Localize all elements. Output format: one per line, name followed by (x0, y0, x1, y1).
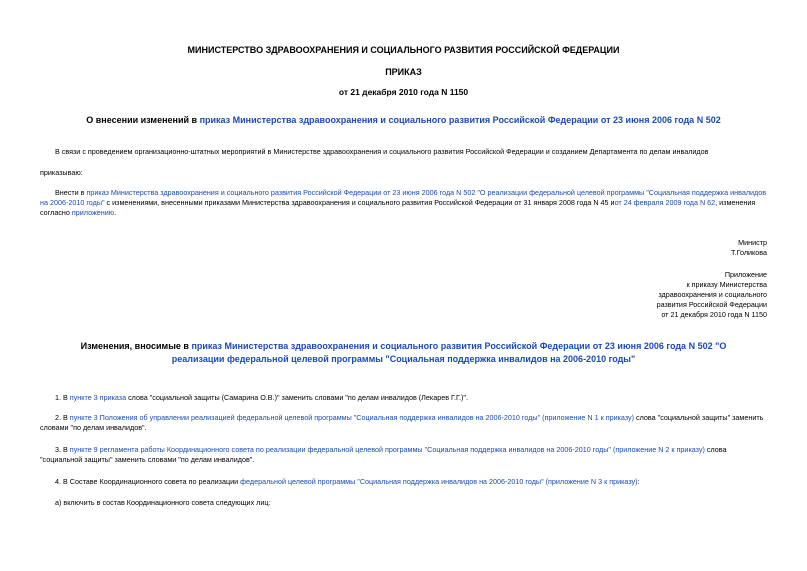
item-4-text-a: 4. В Составе Координационного совета по реализации (55, 477, 241, 486)
item-2-text-a: 2. В (55, 413, 70, 422)
appendix-note (517, 270, 767, 320)
item-1-link[interactable]: пункте 3 приказа (69, 393, 127, 402)
changes-title-prefix: Изменения, вносимые в (80, 341, 192, 351)
item-4-link[interactable]: федеральной целевой программы "Социальная поддержка инвалидов на 2006-2010 годы" (приложение N 3 к приказу) (240, 477, 638, 486)
item-4-text-b: : (637, 477, 640, 486)
main-text-d: . (114, 208, 117, 217)
ministry-heading: МИНИСТЕРСТВО ЗДРАВООХРАНЕНИЯ И СОЦИАЛЬНОГО РАЗВИТИЯ РОССИЙСКОЙ ФЕДЕРАЦИИ (187, 45, 620, 55)
signature-name: Т.Голикова (730, 248, 767, 257)
main-paragraph (40, 188, 767, 218)
item-1-text-b: слова "социальной защиты (Самарина О.В.)" заменить словами "по делам инвалидов (Лекарев Г.Г.)". (126, 393, 468, 402)
main-text-b: с изменениями, внесенными приказами Министерства здравоохранения и социального развития Российской Федерации от 31 января 2008 года N 45 и (104, 198, 615, 207)
order-title-link[interactable]: приказ Министерства здравоохранения и социального развития Российской Федерации от 23 июня 2006 года N 502 (199, 115, 721, 125)
doc-type-heading: ПРИКАЗ (385, 67, 422, 77)
main-text-a: Внести в (55, 188, 87, 197)
appendix-line-4: развития Российской Федерации (656, 300, 767, 309)
main-link-order62[interactable]: от 24 февраля 2009 года N 62 (614, 198, 716, 207)
item-4a: а) включить в состав Координационного совета следующих лиц: (55, 498, 271, 507)
signature-position: Министр (738, 238, 767, 247)
item-2-link[interactable]: пункте 3 Положения об управлении реализацией федеральной целевой программы "Социальная поддержка инвалидов на 2006-2010 годы" (приложение N 1 к приказу) (69, 413, 635, 422)
item-1-text-a: 1. В (55, 393, 70, 402)
date-number-heading: от 21 декабря 2010 года N 1150 (338, 87, 469, 97)
item-2-text-b: слова "социальной защиты" заменить словами "по делам инвалидов". (40, 413, 764, 432)
main-link-appendix[interactable]: приложению (71, 208, 115, 217)
order-title (40, 115, 767, 125)
main-text-c: , изменения согласно (40, 198, 756, 217)
appendix-line-1: Приложение (724, 270, 767, 279)
order-word: приказываю: (40, 168, 83, 177)
item-3-link[interactable]: пункте 9 регламента работы Координационного совета по реализации федеральной целевой программы "Социальная поддержка инвалидов на 2006-2010 годы" (приложение N 2 к приказу) (69, 445, 705, 454)
changes-title (60, 340, 747, 366)
item-3 (40, 445, 767, 465)
changes-title-link[interactable]: приказ Министерства здравоохранения и социального развития Российской Федерации от 23 июня 2006 года N 502 "О реализации федеральной целевой программы "Социальная поддержка инвалидов на 2006-2010 годы" (171, 341, 727, 364)
signature-block (517, 238, 767, 258)
item-1 (40, 393, 767, 403)
item-3-text-b: слова "социальной защиты" заменить словами "по делам инвалидов". (40, 445, 727, 464)
appendix-line-3: здравоохранения и социального (658, 290, 767, 299)
item-4 (40, 477, 767, 487)
item-3-text-a: 3. В (55, 445, 70, 454)
appendix-line-5: от 21 декабря 2010 года N 1150 (661, 310, 767, 319)
item-2 (40, 413, 767, 433)
main-link-order502[interactable]: приказ Министерства здравоохранения и социального развития Российской Федерации от 23 июня 2006 года N 502 "О реализации федеральной целевой программы "Социальная поддержка инвалидов на 2006-2010 годы" (40, 188, 767, 207)
intro-paragraph: В связи с проведением организационно-штатных мероприятий в Министерстве здравоохранения и социального развития Российской Федерации и созданием Департамента по делам инвалидов (55, 147, 709, 156)
order-title-prefix: О внесении изменений в (86, 115, 200, 125)
appendix-line-2: к приказу Министерства (686, 280, 767, 289)
